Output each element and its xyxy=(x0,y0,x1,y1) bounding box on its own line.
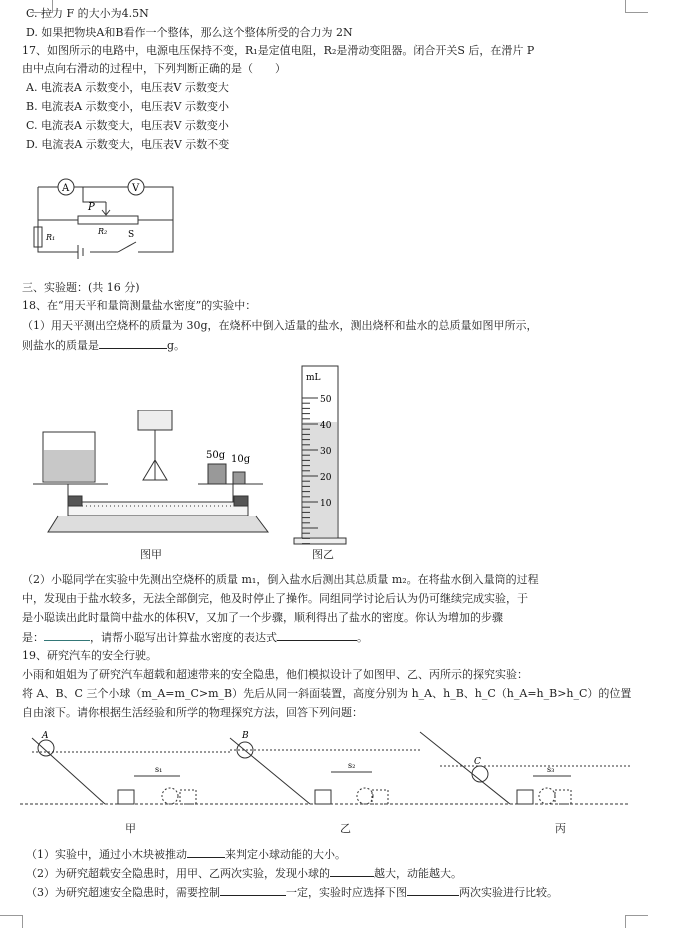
tick-label: 40 xyxy=(320,421,332,431)
text: 两次实验进行比较。 xyxy=(459,886,558,899)
text: （3）为研究超速安全隐患时，需要控制 xyxy=(26,886,220,899)
text: 越大，动能越大。 xyxy=(374,867,462,880)
text: 。 xyxy=(357,631,368,644)
corner-mark xyxy=(625,915,648,928)
answer-blank[interactable] xyxy=(187,846,225,858)
q18-part1-line2 xyxy=(22,337,185,354)
q19-stem: 19、研究汽车的安全行驶。 xyxy=(22,649,157,662)
q18-part1-line1: （1）用天平测出空烧杯的质量为 30g，在烧杯中倒入适量的盐水，测出烧杯和盐水的总质量如图甲所示， xyxy=(22,319,538,332)
tick-label: 20 xyxy=(320,473,332,483)
figure-caption: 乙 xyxy=(340,822,351,835)
q16-option-c: C. 拉力 F 的大小为4.5N xyxy=(26,7,149,20)
section-title: 三、实验题：(共 16 分) xyxy=(22,281,140,294)
q17-option-c: C. 电流表A 示数变大，电压表V 示数变小 xyxy=(26,119,229,132)
q17-stem-1: 17、如图所示的电路中，电源电压保持不变，R₁是定值电阻，R₂是滑动变阻器。闭合开关S 后，在滑片 P xyxy=(22,44,535,57)
corner-mark xyxy=(0,915,23,928)
q17-option-d: D. 电流表A 示数变大，电压表V 示数不变 xyxy=(26,138,230,151)
figure-caption: 甲 xyxy=(125,822,136,835)
ramp-figures xyxy=(20,728,660,818)
q19-part1 xyxy=(26,846,346,863)
slider-label: P xyxy=(88,202,95,213)
distance-label: s₂ xyxy=(348,761,356,770)
text: ，请帮小聪写出计算盐水密度的表达式 xyxy=(90,631,277,644)
answer-blank[interactable] xyxy=(220,884,286,896)
r2-label: R₂ xyxy=(98,227,108,236)
circuit-diagram xyxy=(28,172,188,272)
voltmeter-label: V xyxy=(132,183,140,194)
q18-part2-line2: 中，发现由于盐水较多，无法全部倒完，他及时停止了操作。同组同学讨论后认为仍可继续完成实验，于 xyxy=(22,592,528,605)
ammeter-label: A xyxy=(62,183,70,194)
q18-part2-line3: 是小聪读出此时量筒中盐水的体积V，又加了一个步骤，顺利得出了盐水的密度。你认为增加的步骤 xyxy=(22,611,503,624)
figure-yi-caption: 图乙 xyxy=(312,548,334,561)
q17-stem-2: 由中点向右滑动的过程中，下列判断正确的是（ ） xyxy=(22,62,286,75)
q17-option-a: A. 电流表A 示数变小，电压表V 示数变大 xyxy=(26,81,229,94)
answer-blank[interactable] xyxy=(330,865,374,877)
text: 则盐水的质量是 xyxy=(22,339,99,352)
text: 是： xyxy=(22,631,44,644)
text: （1）实验中，通过小木块被推动 xyxy=(26,848,187,861)
q19-part2 xyxy=(26,865,462,882)
ball-label: B xyxy=(242,731,249,741)
text: （2）为研究超载安全隐患时，用甲、乙两次实验，发现小球的 xyxy=(26,867,330,880)
corner-mark xyxy=(625,0,648,13)
text: 来判定小球动能的大小。 xyxy=(225,848,346,861)
distance-label: s₃ xyxy=(547,765,555,774)
tick-label: 30 xyxy=(320,447,332,457)
q19-part3 xyxy=(26,884,558,901)
tick-label: 10 xyxy=(320,499,332,509)
weight-10g: 10g xyxy=(231,454,251,465)
balance-figure xyxy=(28,410,278,550)
q17-option-b: B. 电流表A 示数变小，电压表V 示数变小 xyxy=(26,100,229,113)
answer-blank[interactable] xyxy=(407,884,459,896)
unit-label: mL xyxy=(306,373,321,383)
answer-blank[interactable] xyxy=(44,629,90,641)
text: 一定，实验时应选择下图 xyxy=(286,886,407,899)
q16-option-d: D. 如果把物块A和B看作一个整体，那么这个整体所受的合力为 2N xyxy=(26,26,353,39)
answer-blank[interactable] xyxy=(99,337,167,349)
figure-caption: 丙 xyxy=(555,822,566,835)
ball-label: C xyxy=(474,757,481,767)
tick-label: 50 xyxy=(320,395,332,405)
q19-intro-3: 自由滚下。请你根据生活经验和所学的物理探究方法，回答下列问题： xyxy=(22,706,363,719)
distance-label: s₁ xyxy=(155,765,163,774)
figure-jia-caption: 图甲 xyxy=(140,548,162,561)
switch-label: S xyxy=(128,230,135,240)
q18-part2-line1: （2）小聪同学在实验中先测出空烧杯的质量 m₁，倒入盐水后测出其总质量 m₂。在将盐水倒入量筒的过程 xyxy=(22,573,539,586)
ball-label: A xyxy=(42,731,49,741)
r1-label: R₁ xyxy=(46,233,56,242)
graduated-cylinder xyxy=(290,362,350,547)
q18-part2-line4 xyxy=(22,629,368,646)
weight-50g: 50g xyxy=(206,450,226,461)
q18-stem: 18、在“用天平和量筒测量盐水密度”的实验中： xyxy=(22,299,257,312)
q19-intro-2: 将 A、B、C 三个小球（m_A=m_C>m_B）先后从同一斜面装置，高度分别为 h_A、h_B、h_C（h_A=h_B>h_C）的位置 xyxy=(22,687,632,700)
q19-intro-1: 小雨和姐姐为了研究汽车超载和超速带来的安全隐患，他们模拟设计了如图甲、乙、丙所示的探究实验： xyxy=(22,668,528,681)
answer-blank[interactable] xyxy=(277,629,357,641)
text: g。 xyxy=(167,339,186,352)
